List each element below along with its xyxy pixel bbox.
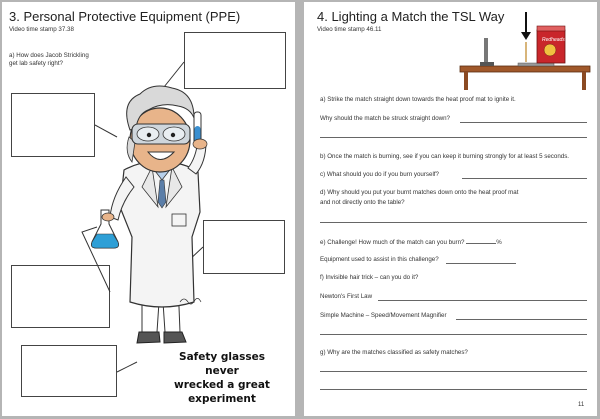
question-simple-machine: Simple Machine – Speed/Movement Magnifier [320, 312, 447, 319]
question-e [320, 237, 502, 247]
answer-line[interactable] [462, 178, 587, 179]
answer-line[interactable] [320, 334, 587, 335]
answer-line[interactable] [320, 222, 587, 223]
video-timestamp: Video time stamp 37.38 [9, 26, 74, 33]
video-timestamp: Video time stamp 46.11 [317, 26, 382, 33]
left-worksheet-page [2, 2, 295, 416]
right-worksheet-page [304, 2, 597, 416]
question-d-line-1: d) Why should you put your burnt matches down onto the heat proof mat [320, 189, 519, 196]
percent-unit: % [496, 239, 502, 246]
answer-blank[interactable] [466, 237, 496, 244]
matchbox-label: Redheads [542, 37, 565, 43]
caption-text [162, 350, 282, 406]
answer-line[interactable] [320, 389, 587, 390]
answer-line[interactable] [320, 137, 587, 138]
question-why: Why should the match be struck straight down? [320, 115, 451, 122]
question-a: a) Strike the match straight down towards the heat proof mat to ignite it. [320, 96, 516, 103]
answer-line[interactable] [456, 319, 587, 320]
answer-line[interactable] [460, 122, 587, 123]
answer-line[interactable] [446, 263, 516, 264]
page-title: 4. Lighting a Match the TSL Way [317, 9, 505, 24]
question-c: c) What should you do if you burn yourself? [320, 171, 440, 178]
question-g: g) Why are the matches classified as safety matches? [320, 349, 468, 356]
page-title: 3. Personal Protective Equipment (PPE) [9, 9, 241, 24]
caption-line-1: Safety glasses never [179, 351, 265, 377]
answer-line[interactable] [320, 371, 587, 372]
answer-line[interactable] [378, 300, 587, 301]
caption-line-2: wrecked a great [174, 379, 270, 391]
question-e-text: e) Challenge! How much of the match can you burn? [320, 239, 465, 246]
question-f: f) Invisible hair trick – can you do it? [320, 274, 419, 281]
question-equipment: Equipment used to assist in this challenge? [320, 256, 439, 263]
question-newton: Newton's First Law [320, 293, 373, 300]
question-b: b) Once the match is burning, see if you can keep it burning strongly for at least 5 seconds. [320, 153, 570, 160]
page-number: 11 [578, 402, 585, 408]
question-a-line-2: get lab safety right? [9, 60, 64, 67]
question-a-line-1: a) How does Jacob Strickling [9, 52, 89, 59]
caption-line-3: experiment [188, 393, 256, 405]
question-d-line-2: and not directly onto the table? [320, 199, 405, 206]
